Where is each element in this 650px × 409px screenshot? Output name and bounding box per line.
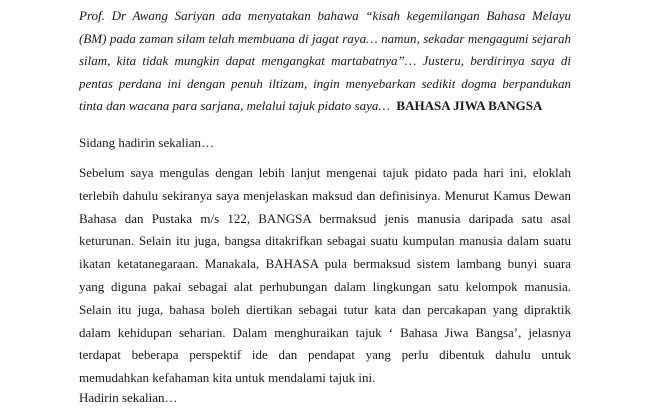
quote-line: tinta dan wacana para sarjana, melalui tajuk pidato saya… xyxy=(79,98,390,113)
paragraph-line: ikatan ketatanegaraan. Manakala, BAHASA pula bermaksud sistem lambang bunyi suara xyxy=(79,256,571,272)
paragraph-line: Bahasa dan Pustaka m/s 122, BANGSA bermaksud jenis manusia daripada satu asal xyxy=(79,210,571,226)
paragraph-line: Sebelum saya mengulas dengan lebih lanjut mengenai tajuk pidato pada hari ini, eloklah xyxy=(79,165,571,180)
paragraph-line: yang diguna pakai sebagai alat perhubungan dalam lingkungan satu kelompok manusia. xyxy=(79,278,571,294)
greeting-text: Sidang hadirin sekalian… xyxy=(79,135,215,150)
quote-line: (BM) pada zaman silam telah membuana di jagat raya… namun, sekadar mengagumi sejarah xyxy=(79,30,571,46)
paragraph-line: dalam kehidupan seharian. Dalam menghuraikan tajuk ‘ Bahasa Jiwa Bangsa’, jelasnya xyxy=(79,324,571,340)
paragraph-line: memudahkan kefahaman kita untuk mendalami tajuk ini. xyxy=(79,370,376,386)
quote-last-line xyxy=(79,95,571,118)
quote-line: pentas perdana ini dengan penuh iltizam, ingin menyebarkan sedikit dogma berpandukan xyxy=(79,75,571,91)
paragraph-line: Selain itu juga, bahasa boleh diertikan sebagai tutur kata dan percakapan yang dipraktik xyxy=(79,301,571,317)
opening-quote xyxy=(79,5,571,118)
definition-paragraph xyxy=(79,162,571,390)
paragraph-line: terlebih dahulu sekiranya saya menjelaskan maksud dan definisinya. Menurut Kamus Dewan xyxy=(79,187,571,203)
quote-line: Prof. Dr Awang Sariyan ada menyatakan bahawa “kisah kegemilangan Bahasa Melayu xyxy=(79,8,571,23)
paragraph-line: keturunan. Selain itu juga, bangsa ditakrifkan sebagai suatu kumpulan manusia dalam suatu xyxy=(79,233,571,249)
speech-title: BAHASA JIWA BANGSA xyxy=(396,98,543,113)
greeting-text: Hadirin sekalian… xyxy=(79,390,178,405)
paragraph-line: terdapat beberapa perspektif ide dan pendapat yang perlu dibentuk dahulu untuk xyxy=(79,347,571,363)
greeting-audience xyxy=(79,132,571,154)
greeting-audience-2 xyxy=(79,387,571,409)
quote-line: silam, kita tidak mungkin dapat mengangkat martabatnya”… Justeru, berdirinya saya di xyxy=(79,53,571,68)
